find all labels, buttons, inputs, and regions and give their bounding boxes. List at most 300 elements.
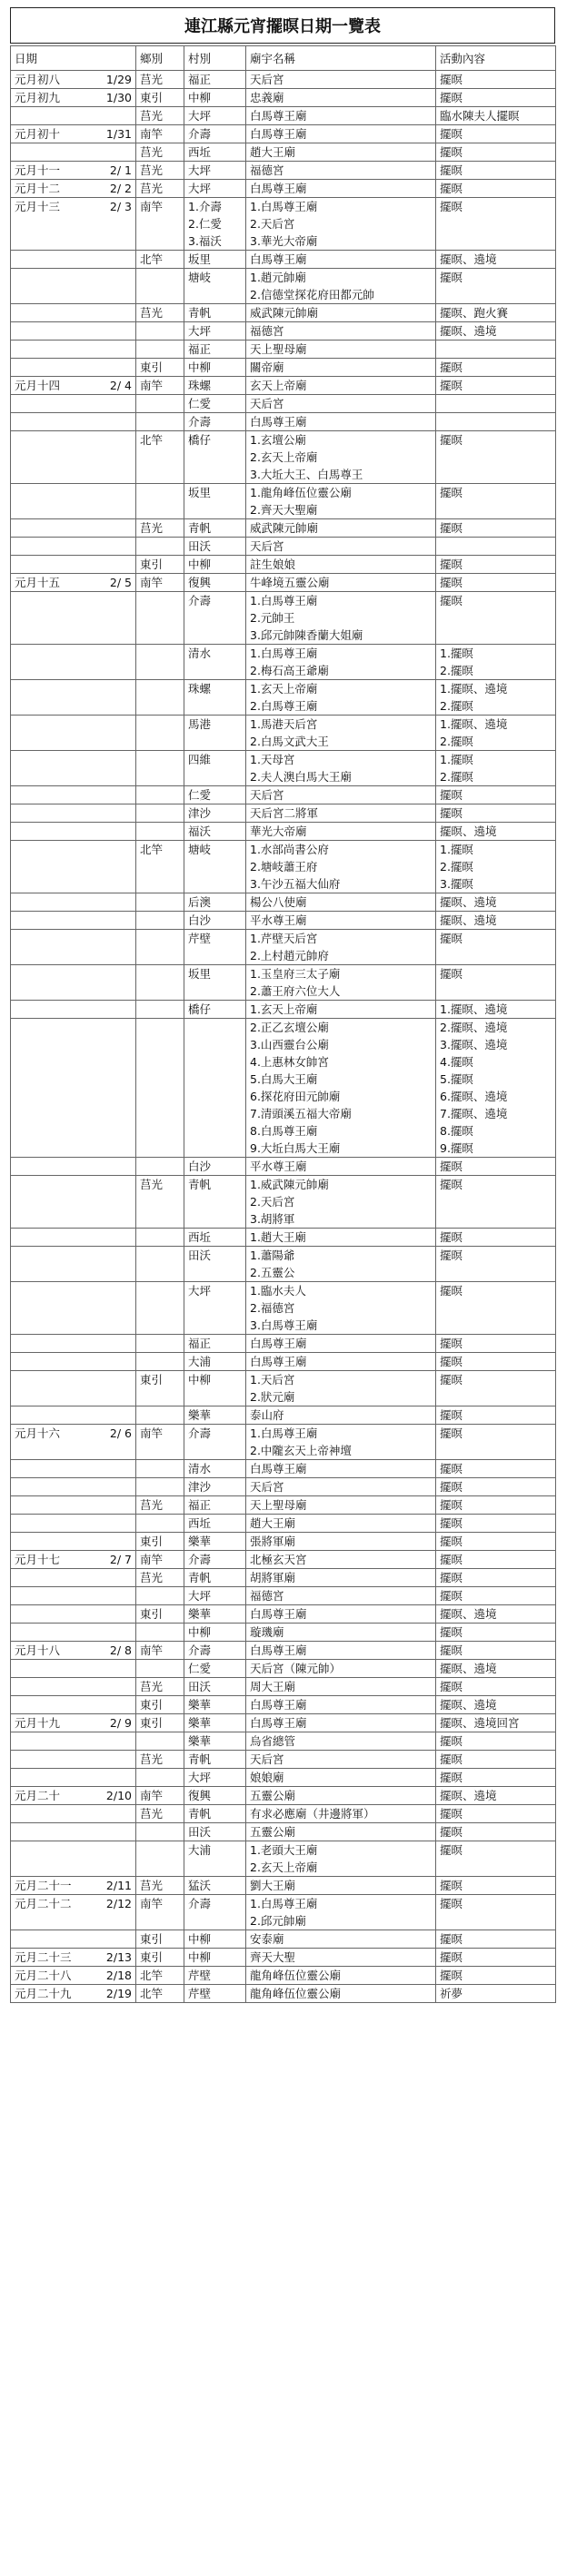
- table-row: [11, 1985, 556, 2003]
- solar-date: 2/ 6: [109, 1426, 132, 1440]
- activity-text: 擺暝: [440, 1680, 463, 1693]
- date-cell: [11, 89, 136, 107]
- date-cell: [11, 592, 136, 645]
- village-cell: [184, 1967, 246, 1985]
- table-row: [11, 1642, 556, 1660]
- town-cell: 南竿: [136, 125, 184, 143]
- village-cell: [184, 162, 246, 180]
- activity-cell: [436, 893, 556, 912]
- village-cell: [184, 1533, 246, 1551]
- village-cell: [184, 1353, 246, 1371]
- table-row: [11, 1696, 556, 1714]
- temple-name: 2.正乙玄壇公廟: [250, 1021, 329, 1034]
- temple-name: 白馬尊王廟: [250, 1355, 307, 1368]
- activity-text: 擺暝: [440, 1535, 463, 1548]
- activity-cell: [436, 1732, 556, 1751]
- temple-name: 3.大坵大王、白馬尊王: [250, 468, 363, 481]
- village-cell: [184, 1406, 246, 1425]
- temple-cell: [246, 786, 436, 804]
- temple-name: 3.邱元帥陳香蘭大姐廟: [250, 628, 363, 642]
- village-cell: [184, 1019, 246, 1158]
- village-name: 大浦: [188, 1843, 212, 1857]
- table-row: [11, 841, 556, 893]
- activity-text: 擺暝: [440, 1178, 463, 1191]
- table-row: [11, 592, 556, 645]
- temple-cell: [246, 538, 436, 556]
- activity-cell: [436, 484, 556, 519]
- activity-cell: [436, 1967, 556, 1985]
- table-row: [11, 1001, 556, 1019]
- village-cell: [184, 1551, 246, 1569]
- temple-cell: [246, 716, 436, 751]
- table-row: [11, 786, 556, 804]
- date-cell: [11, 1877, 136, 1895]
- activity-text: 1.擺暝: [440, 843, 473, 856]
- village-cell: [184, 269, 246, 304]
- village-cell: [184, 786, 246, 804]
- temple-name: 6.探花府田元帥廟: [250, 1090, 341, 1103]
- temple-cell: [246, 1496, 436, 1515]
- table-row: [11, 125, 556, 143]
- solar-date: 1/31: [105, 127, 132, 141]
- lunar-date: 元月二十三: [15, 1950, 72, 1964]
- table-row: [11, 1930, 556, 1949]
- activity-text: 擺暝: [440, 1516, 463, 1530]
- village-name: 芹壁: [188, 1969, 212, 1982]
- village-name: 介壽: [188, 1897, 212, 1910]
- temple-name: 天后宮二將軍: [250, 806, 319, 820]
- date-cell: [11, 1605, 136, 1624]
- town-cell: [136, 1823, 184, 1841]
- temple-name: 2.玄天上帝廟: [250, 450, 318, 464]
- town-cell: [136, 645, 184, 680]
- town-cell: 莒光: [136, 1678, 184, 1696]
- village-name: 中柳: [188, 1625, 212, 1639]
- temple-name: 2.天后宮: [250, 1195, 295, 1209]
- town-cell: [136, 716, 184, 751]
- village-cell: [184, 1176, 246, 1229]
- town-cell: 東引: [136, 1696, 184, 1714]
- lunar-date: 元月十五: [15, 576, 61, 589]
- activity-text: 擺暝、遶境回宮: [440, 1716, 520, 1730]
- activity-cell: [436, 519, 556, 538]
- town-cell: [136, 823, 184, 841]
- temple-cell: [246, 395, 436, 413]
- activity-text: 4.擺暝: [440, 1055, 473, 1069]
- activity-text: 擺暝: [440, 1897, 463, 1910]
- activity-cell: [436, 1353, 556, 1371]
- activity-cell: [436, 1371, 556, 1406]
- temple-name: 1.馬港天后宮: [250, 717, 318, 731]
- table-row: [11, 804, 556, 823]
- festival-schedule-table: [10, 45, 556, 2003]
- activity-cell: [436, 359, 556, 377]
- village-name: 介壽: [188, 127, 212, 141]
- temple-name: 1.趙大王廟: [250, 1230, 306, 1244]
- activity-cell: [436, 107, 556, 125]
- table-row: [11, 1787, 556, 1805]
- table-row: [11, 751, 556, 786]
- activity-cell: [436, 1895, 556, 1930]
- temple-name: 3.白馬尊王廟: [250, 1318, 318, 1332]
- activity-text: 擺暝: [440, 1771, 463, 1784]
- temple-name: 2.狀元廟: [250, 1390, 295, 1404]
- temple-cell: [246, 1967, 436, 1985]
- temple-name: 安泰廟: [250, 1932, 284, 1946]
- temple-name: 1.蕭陽爺: [250, 1249, 295, 1262]
- activity-text: 1.擺暝: [440, 646, 473, 660]
- table-row: [11, 1019, 556, 1158]
- town-cell: 南竿: [136, 377, 184, 395]
- document-title: 連江縣元宵擺暝日期一覽表: [10, 7, 555, 44]
- village-cell: [184, 1371, 246, 1406]
- village-name: 芹壁: [188, 932, 212, 945]
- activity-text: 7.擺暝、遶境: [440, 1107, 508, 1120]
- activity-cell: [436, 556, 556, 574]
- activity-text: 擺暝、遶境: [440, 913, 497, 927]
- activity-text: 擺暝: [440, 576, 463, 589]
- date-cell: [11, 1496, 136, 1515]
- activity-cell: [436, 341, 556, 359]
- village-cell: [184, 1587, 246, 1605]
- temple-name: 1.天母宮: [250, 753, 295, 766]
- village-name: 中柳: [188, 1950, 212, 1964]
- village-name: 四維: [188, 753, 212, 766]
- temple-cell: [246, 841, 436, 893]
- date-cell: [11, 1985, 136, 2003]
- village-cell: [184, 1158, 246, 1176]
- town-cell: [136, 538, 184, 556]
- village-cell: [184, 574, 246, 592]
- town-cell: [136, 893, 184, 912]
- temple-name: 有求必應廟（井邊將軍）: [250, 1807, 375, 1821]
- town-cell: 北竿: [136, 841, 184, 893]
- village-cell: [184, 556, 246, 574]
- lunar-date: 元月十四: [15, 379, 61, 392]
- activity-cell: [436, 1019, 556, 1158]
- temple-cell: [246, 1247, 436, 1282]
- village-cell: [184, 1247, 246, 1282]
- table-row: [11, 71, 556, 89]
- temple-name: 9.大坵白馬大王廟: [250, 1141, 341, 1155]
- town-cell: [136, 1247, 184, 1282]
- village-name: 樂華: [188, 1734, 212, 1748]
- table-row: [11, 431, 556, 484]
- activity-cell: [436, 1678, 556, 1696]
- town-cell: 莒光: [136, 162, 184, 180]
- activity-text: 擺暝: [440, 486, 463, 499]
- activity-text: 擺暝: [440, 200, 463, 213]
- temple-name: 2.白馬文武大王: [250, 735, 329, 748]
- activity-cell: [436, 1282, 556, 1335]
- date-cell: [11, 574, 136, 592]
- village-name: 福正: [188, 1337, 212, 1350]
- activity-cell: [436, 1247, 556, 1282]
- activity-cell: [436, 1001, 556, 1019]
- temple-cell: [246, 1605, 436, 1624]
- temple-cell: [246, 1678, 436, 1696]
- temple-cell: [246, 1406, 436, 1425]
- activity-cell: [436, 125, 556, 143]
- table-row: [11, 1624, 556, 1642]
- table-row: [11, 1605, 556, 1624]
- town-cell: 北竿: [136, 431, 184, 484]
- table-body: [11, 71, 556, 2003]
- table-row: [11, 1158, 556, 1176]
- date-cell: [11, 162, 136, 180]
- date-cell: [11, 680, 136, 716]
- temple-cell: [246, 1176, 436, 1229]
- activity-text: 擺暝: [440, 1752, 463, 1766]
- village-name: 福正: [188, 1498, 212, 1512]
- activity-text: 6.擺暝、遶境: [440, 1090, 508, 1103]
- temple-name: 天后宮: [250, 788, 284, 802]
- village-name: 猛沃: [188, 1879, 212, 1892]
- temple-name: 2.梅石高王爺廟: [250, 664, 329, 677]
- activity-text: 擺暝、遶境: [440, 1789, 497, 1802]
- table-row: [11, 1425, 556, 1460]
- temple-name: 1.玄天上帝廟: [250, 682, 318, 696]
- temple-cell: [246, 125, 436, 143]
- table-row: [11, 556, 556, 574]
- temple-cell: [246, 322, 436, 341]
- town-cell: [136, 1841, 184, 1877]
- activity-cell: [436, 645, 556, 680]
- town-cell: [136, 413, 184, 431]
- table-row: [11, 930, 556, 965]
- activity-cell: [436, 804, 556, 823]
- table-row: [11, 1229, 556, 1247]
- date-cell: [11, 1019, 136, 1158]
- activity-cell: [436, 751, 556, 786]
- lunar-date: 元月二十九: [15, 1987, 72, 2000]
- solar-date: 2/13: [105, 1950, 132, 1964]
- temple-name: 五靈公廟: [250, 1789, 296, 1802]
- temple-name: 3.胡將軍: [250, 1212, 295, 1226]
- temple-name: 白馬尊王廟: [250, 1462, 307, 1476]
- date-cell: [11, 1533, 136, 1551]
- temple-name: 忠義廟: [250, 91, 284, 104]
- temple-name: 天上聖母廟: [250, 1498, 307, 1512]
- temple-cell: [246, 1335, 436, 1353]
- activity-text: 8.擺暝: [440, 1124, 473, 1138]
- temple-name: 張將軍廟: [250, 1535, 296, 1548]
- date-cell: [11, 180, 136, 198]
- village-cell: [184, 1478, 246, 1496]
- date-cell: [11, 556, 136, 574]
- activity-text: 擺暝: [440, 1843, 463, 1857]
- activity-text: 1.擺暝、遶境: [440, 682, 508, 696]
- village-cell: [184, 519, 246, 538]
- activity-cell: [436, 162, 556, 180]
- table-row: [11, 1569, 556, 1587]
- temple-name: 平水尊王廟: [250, 913, 307, 927]
- village-name: 田沃: [188, 1680, 212, 1693]
- activity-cell: [436, 251, 556, 269]
- activity-text: 擺暝: [440, 1879, 463, 1892]
- date-cell: [11, 823, 136, 841]
- activity-cell: [436, 1751, 556, 1769]
- town-cell: 莒光: [136, 1176, 184, 1229]
- temple-cell: [246, 1732, 436, 1751]
- town-cell: 莒光: [136, 1877, 184, 1895]
- date-cell: [11, 1406, 136, 1425]
- temple-name: 4.上惠林女帥宮: [250, 1055, 329, 1069]
- village-cell: [184, 1642, 246, 1660]
- table-row: [11, 484, 556, 519]
- temple-name: 1.威武陳元帥廟: [250, 1178, 329, 1191]
- temple-name: 威武陳元帥廟: [250, 521, 319, 535]
- activity-text: 擺暝: [440, 379, 463, 392]
- header-date: 日期: [11, 46, 136, 71]
- date-cell: [11, 1967, 136, 1985]
- temple-name: 1.玄天上帝廟: [250, 1002, 318, 1016]
- date-cell: [11, 1229, 136, 1247]
- table-row: [11, 1751, 556, 1769]
- table-row: [11, 1551, 556, 1569]
- date-cell: [11, 107, 136, 125]
- temple-cell: [246, 431, 436, 484]
- village-cell: [184, 1841, 246, 1877]
- village-cell: [184, 1769, 246, 1787]
- table-row: [11, 1176, 556, 1229]
- temple-name: 天后宮: [250, 397, 284, 410]
- temple-cell: [246, 1371, 436, 1406]
- table-row: [11, 1533, 556, 1551]
- town-cell: [136, 1282, 184, 1335]
- temple-name: 天后宮: [250, 73, 284, 86]
- village-cell: [184, 893, 246, 912]
- temple-name: 白馬尊王廟: [250, 1337, 307, 1350]
- lunar-date: 元月十六: [15, 1426, 61, 1440]
- temple-name: 1.臨水夫人: [250, 1284, 306, 1298]
- activity-cell: [436, 1478, 556, 1496]
- village-name: 坂里: [188, 486, 212, 499]
- temple-name: 1.白馬尊王廟: [250, 1426, 318, 1440]
- temple-name: 龍角峰伍位靈公廟: [250, 1987, 342, 2000]
- town-cell: 莒光: [136, 1569, 184, 1587]
- town-cell: [136, 1001, 184, 1019]
- village-name: 青帆: [188, 1571, 212, 1584]
- activity-cell: [436, 592, 556, 645]
- activity-cell: [436, 1335, 556, 1353]
- temple-cell: [246, 1714, 436, 1732]
- temple-cell: [246, 198, 436, 251]
- activity-text: 擺暝: [440, 182, 463, 195]
- activity-text: 1.擺暝、遶境: [440, 717, 508, 731]
- temple-cell: [246, 751, 436, 786]
- temple-cell: [246, 1353, 436, 1371]
- temple-cell: [246, 680, 436, 716]
- temple-cell: [246, 1551, 436, 1569]
- activity-text: 擺暝: [440, 1160, 463, 1173]
- temple-name: 璇璣廟: [250, 1625, 284, 1639]
- lunar-date: 元月十三: [15, 200, 61, 213]
- temple-cell: [246, 377, 436, 395]
- village-cell: [184, 1678, 246, 1696]
- date-cell: [11, 1247, 136, 1282]
- lunar-date: 元月初八: [15, 73, 61, 86]
- header-town: 鄉別: [136, 46, 184, 71]
- town-cell: 東引: [136, 1714, 184, 1732]
- town-cell: [136, 322, 184, 341]
- town-cell: 莒光: [136, 304, 184, 322]
- activity-cell: [436, 143, 556, 162]
- temple-cell: [246, 413, 436, 431]
- table-header-row: [11, 46, 556, 71]
- town-cell: 南竿: [136, 574, 184, 592]
- date-cell: [11, 395, 136, 413]
- lunar-date: 元月十七: [15, 1553, 61, 1566]
- temple-name: 白馬尊王廟: [250, 182, 307, 195]
- table-row: [11, 1805, 556, 1823]
- temple-name: 2.上村趙元帥府: [250, 949, 329, 962]
- village-name: 馬港: [188, 717, 212, 731]
- temple-name: 劉大王廟: [250, 1879, 296, 1892]
- town-cell: [136, 680, 184, 716]
- temple-name: 福德宮: [250, 163, 284, 177]
- village-name: 中柳: [188, 1932, 212, 1946]
- lunar-date: 元月初十: [15, 127, 61, 141]
- activity-cell: [436, 413, 556, 431]
- village-name: 白沙: [188, 1160, 212, 1173]
- solar-date: 2/ 2: [109, 182, 132, 195]
- temple-name: 白馬尊王廟: [250, 252, 307, 266]
- temple-name: 趙大王廟: [250, 1516, 296, 1530]
- temple-name: 關帝廟: [250, 360, 284, 374]
- village-cell: [184, 965, 246, 1001]
- temple-name: 註生娘娘: [250, 558, 296, 571]
- table-row: [11, 1496, 556, 1515]
- table-row: [11, 198, 556, 251]
- date-cell: [11, 841, 136, 893]
- table-row: [11, 1678, 556, 1696]
- activity-cell: [436, 1406, 556, 1425]
- temple-name: 娘娘廟: [250, 1771, 284, 1784]
- temple-name: 2.玄天上帝廟: [250, 1860, 318, 1874]
- activity-text: 擺暝、遶境: [440, 1662, 497, 1675]
- temple-name: 3.山西靈台公廟: [250, 1038, 329, 1051]
- temple-name: 2.白馬尊王廟: [250, 699, 318, 713]
- activity-text: 1.擺暝: [440, 753, 473, 766]
- temple-name: 白馬尊王廟: [250, 1607, 307, 1621]
- village-cell: [184, 680, 246, 716]
- town-cell: [136, 269, 184, 304]
- town-cell: [136, 965, 184, 1001]
- temple-cell: [246, 359, 436, 377]
- temple-name: 1.水部尚書公府: [250, 843, 329, 856]
- table-row: [11, 1478, 556, 1496]
- table-row: [11, 341, 556, 359]
- table-row: [11, 645, 556, 680]
- town-cell: [136, 1660, 184, 1678]
- table-row: [11, 1769, 556, 1787]
- temple-name: 2.元帥王: [250, 611, 295, 625]
- solar-date: 2/ 3: [109, 200, 132, 213]
- town-cell: [136, 786, 184, 804]
- town-cell: 東引: [136, 359, 184, 377]
- town-cell: [136, 395, 184, 413]
- activity-cell: [436, 1949, 556, 1967]
- activity-cell: [436, 1587, 556, 1605]
- temple-cell: [246, 965, 436, 1001]
- table-row: [11, 538, 556, 556]
- date-cell: [11, 1732, 136, 1751]
- temple-cell: [246, 1660, 436, 1678]
- activity-cell: [436, 680, 556, 716]
- solar-date: 2/ 1: [109, 163, 132, 177]
- temple-cell: [246, 71, 436, 89]
